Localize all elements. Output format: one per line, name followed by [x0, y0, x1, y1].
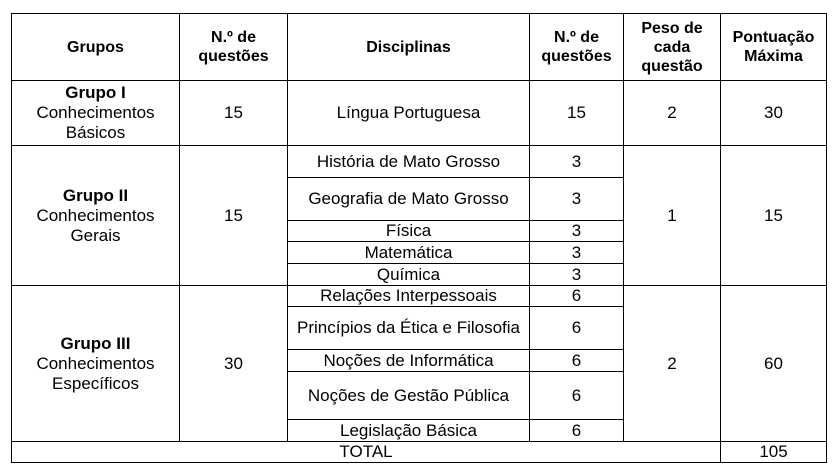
discipline-questions: 6: [530, 307, 624, 350]
table-row: [12, 81, 827, 146]
group-cell: [12, 286, 180, 442]
group-cell: [12, 146, 180, 286]
discipline-questions: 3: [530, 221, 624, 242]
discipline-name: Língua Portuguesa: [288, 81, 530, 146]
table-row: [12, 286, 827, 307]
discipline-name: Geografia de Mato Grosso: [288, 178, 530, 221]
score-table: [11, 13, 827, 463]
discipline-questions: 3: [530, 264, 624, 286]
discipline-name: História de Mato Grosso: [288, 146, 530, 178]
discipline-questions: 3: [530, 178, 624, 221]
header-weight: Peso de cada questão: [624, 14, 721, 81]
table-row: [12, 146, 827, 178]
group-num-questions: 15: [180, 81, 288, 146]
group-weight: 2: [624, 81, 721, 146]
group-name: Grupo I: [65, 83, 126, 102]
discipline-questions: 3: [530, 146, 624, 178]
discipline-name: Relações Interpessoais: [288, 286, 530, 307]
discipline-name: Noções de Gestão Pública: [288, 372, 530, 420]
group-max-score: 60: [721, 286, 827, 442]
header-groups: Grupos: [12, 14, 180, 81]
group-name: Grupo III: [60, 333, 131, 353]
group-max-score: 15: [721, 146, 827, 286]
discipline-questions: 3: [530, 242, 624, 264]
header-disciplines: Disciplinas: [288, 14, 530, 81]
discipline-questions: 6: [530, 350, 624, 372]
group-num-questions: 15: [180, 146, 288, 286]
discipline-name: Química: [288, 264, 530, 286]
discipline-name: Física: [288, 221, 530, 242]
header-row: [12, 14, 827, 81]
group-description: Conhecimentos Gerais: [36, 205, 155, 245]
header-num-questions-discipline: N.º de questões: [530, 14, 624, 81]
discipline-name: Princípios da Ética e Filosofia: [288, 307, 530, 350]
discipline-name: Matemática: [288, 242, 530, 264]
discipline-questions: 6: [530, 372, 624, 420]
discipline-questions: 15: [530, 81, 624, 146]
total-label: TOTAL: [12, 442, 721, 463]
group-description: Conhecimentos Básicos: [36, 103, 155, 142]
discipline-questions: 6: [530, 420, 624, 442]
header-num-questions-group: N.º de questões: [180, 14, 288, 81]
total-row: [12, 442, 827, 463]
group-description: Conhecimentos Específicos: [36, 353, 155, 393]
discipline-name: Legislação Básica: [288, 420, 530, 442]
header-max-score: Pontuação Máxima: [721, 14, 827, 81]
group-weight: 1: [624, 146, 721, 286]
group-name: Grupo II: [62, 185, 129, 205]
group-weight: 2: [624, 286, 721, 442]
discipline-questions: 6: [530, 286, 624, 307]
group-max-score: 30: [721, 81, 827, 146]
group-num-questions: 30: [180, 286, 288, 442]
discipline-name: Noções de Informática: [288, 350, 530, 372]
total-value: 105: [721, 442, 827, 463]
group-cell: [12, 81, 180, 146]
